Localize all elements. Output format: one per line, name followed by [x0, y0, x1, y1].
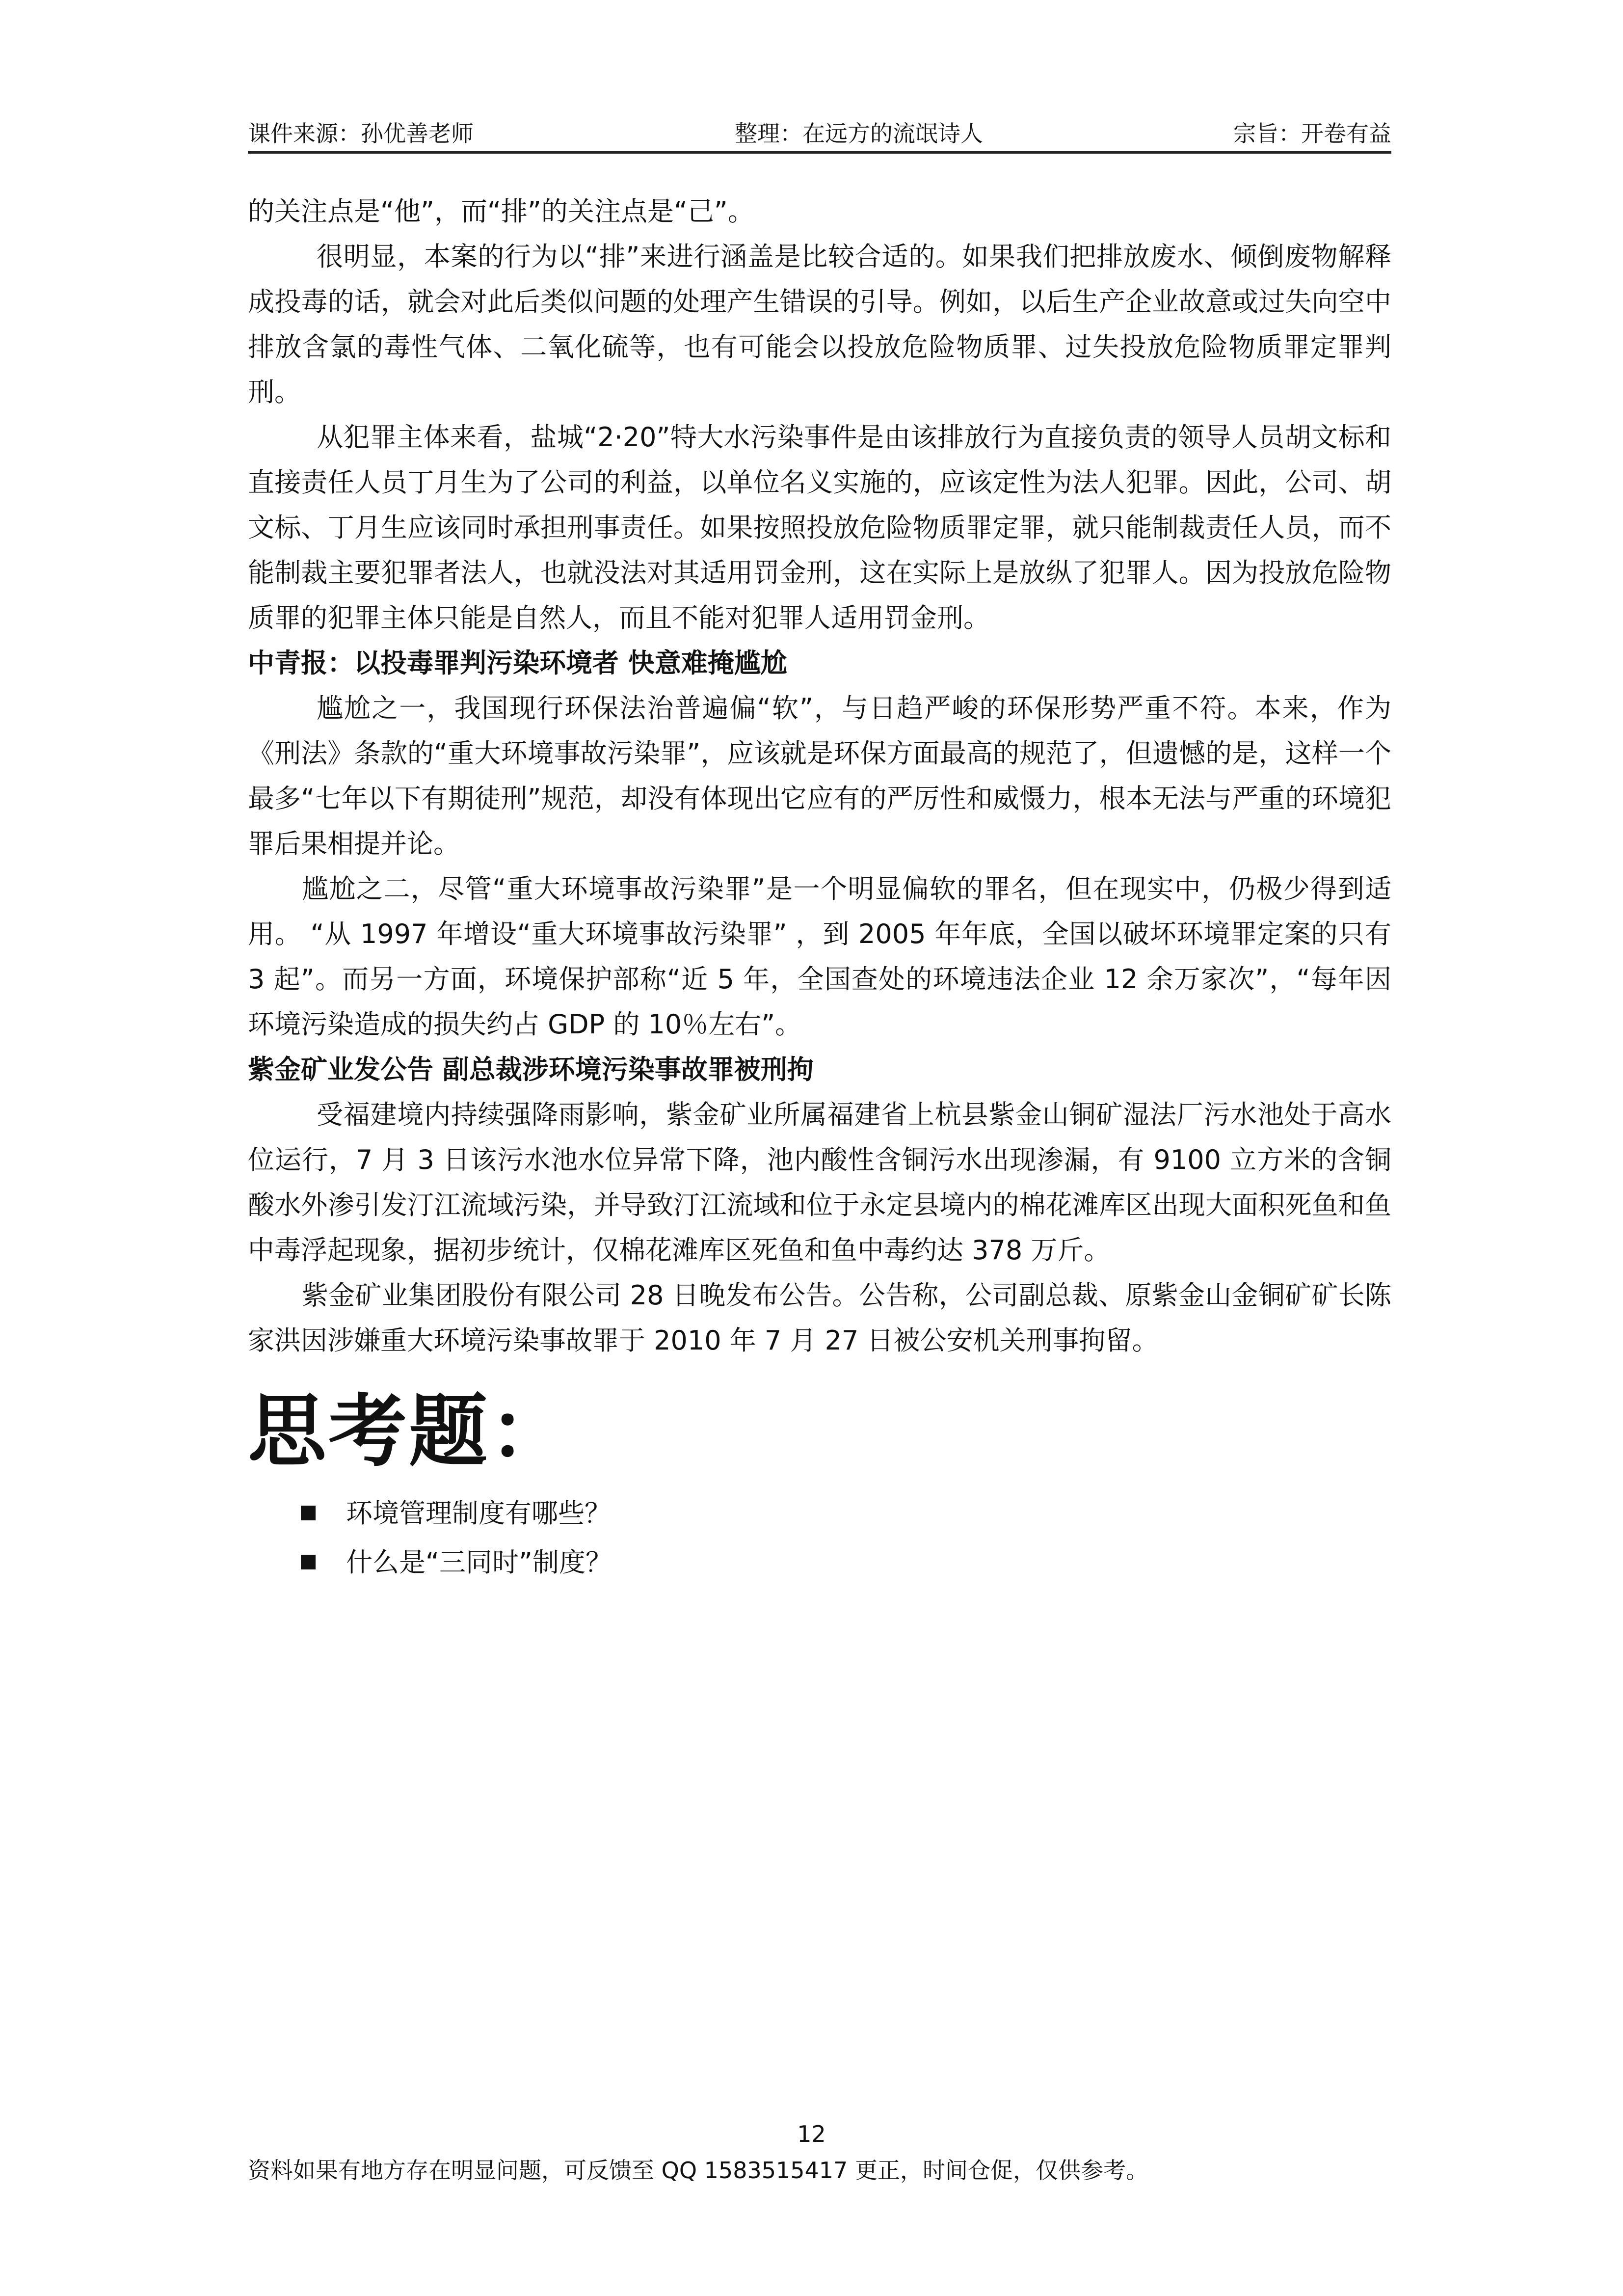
question-text: 什么是“三同时”制度？ — [346, 1547, 612, 1578]
list-item — [248, 1489, 1391, 1538]
header-source: 课件来源：孙优善老师 — [248, 120, 474, 147]
paragraph-announcement: 紫金矿业集团股份有限公司 28 日晚发布公告。公告称，公司副总裁、原紫金山金铜矿矿长陈家洪因涉嫌重大环境污染事故罪于 2010 年 7 月 27 日被公安机关刑事拘留。 — [248, 1280, 1391, 1356]
questions-title: 思考题： — [248, 1385, 570, 1477]
header-motto: 宗旨：开卷有益 — [1233, 120, 1391, 147]
section-heading-zhongqingbao: 中青报：以投毒罪判污染环境者 快意难掩尴尬 — [248, 648, 787, 678]
list-item — [248, 1538, 1391, 1587]
page-number: 12 — [797, 2121, 826, 2147]
header-editor: 整理：在远方的流氓诗人 — [735, 120, 983, 147]
paragraph-embarrassment-2: 尴尬之二，尽管“重大环境事故污染罪”是一个明显偏软的罪名，但在现实中，仍极少得到适用。 “从 1997 年增设“重大环境事故污染罪” ，到 2005 年年底，全国以破坏环境罪定案的只有 3 起”。而另一方面，环境保护部称“近 5 年，全国查处的环境违法企业 12 余万家次”，“每年因环境污染造成的损失约占 GDP 的 10％左右”。 — [248, 873, 1391, 1040]
paragraph-analysis: 很明显，本案的行为以“排”来进行涵盖是比较合适的。如果我们把排放废水、倾倒废物解释成投毒的话，就会对此后类似问题的处理产生错误的引导。例如，以后生产企业故意或过失向空中排放含氯的毒性气体、二氧化硫等，也有可能会以投放危险物质罪、过失投放危险物质罪定罪判刑。 — [248, 241, 1391, 407]
page-header — [248, 112, 1391, 154]
paragraph-pollution-event: 受福建境内持续强降雨影响，紫金矿业所属福建省上杭县紫金山铜矿湿法厂污水池处于高水位运行，7 月 3 日该污水池水位异常下降，池内酸性含铜污水出现渗漏，有 9100 立方米的含铜酸水外渗引发汀江流域污染，并导致汀江流域和位于永定县境内的棉花滩库区出现大面积死鱼和鱼中毒浮起现象，据初步统计，仅棉花滩库区死鱼和鱼中毒约达 378 万斤。 — [248, 1099, 1391, 1266]
footer-note: 资料如果有地方存在明显问题，可反馈至 QQ 1583515417 更正，时间仓促，仅供参考。 — [248, 2157, 1148, 2184]
paragraph-criminal-subject: 从犯罪主体来看，盐城“2·20”特大水污染事件是由该排放行为直接负责的领导人员胡文标和直接责任人员丁月生为了公司的利益，以单位名义实施的，应该定性为法人犯罪。因此，公司、胡文标、丁月生应该同时承担刑事责任。如果按照投放危险物质罪定罪，就只能制裁责任人员，而不能制裁主要犯罪者法人，也就没法对其适用罚金刑，这在实际上是放纵了犯罪人。因为投放危险物质罪的犯罪主体只能是自然人，而且不能对犯罪人适用罚金刑。 — [248, 422, 1391, 633]
paragraph-embarrassment-1: 尴尬之一，我国现行环保法治普遍偏“软”，与日趋严峻的环保形势严重不符。本来，作为《刑法》条款的“重大环境事故污染罪”，应该就是环保方面最高的规范了，但遗憾的是，这样一个最多“七年以下有期徒刑”规范，却没有体现出它应有的严厉性和威慑力，根本无法与严重的环境犯罪后果相提并论。 — [248, 693, 1391, 859]
square-bullet-icon — [301, 1506, 316, 1520]
paragraph-continuation: 的关注点是“他”，而“排”的关注点是“己”。 — [248, 196, 754, 227]
questions-list — [248, 1489, 1391, 1587]
document-body — [248, 189, 1391, 1587]
question-text: 环境管理制度有哪些？ — [346, 1498, 611, 1529]
square-bullet-icon — [301, 1555, 316, 1569]
section-heading-zijin-mining: 紫金矿业发公告 副总裁涉环境污染事故罪被刑拘 — [248, 1054, 814, 1085]
